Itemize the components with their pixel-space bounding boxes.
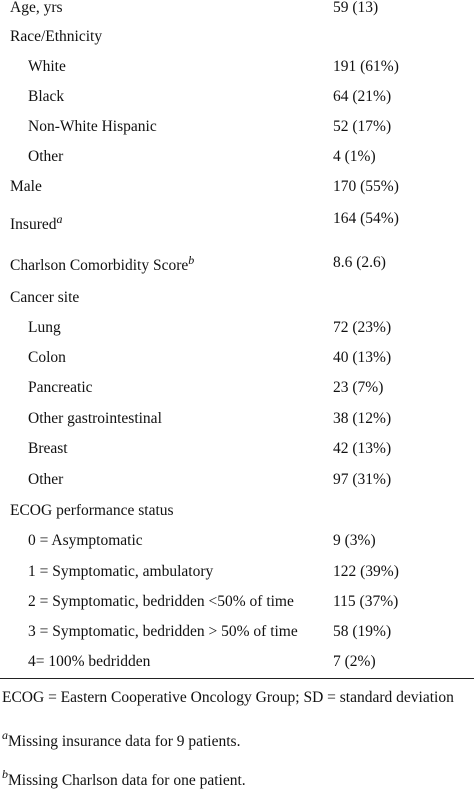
footnote-abbreviations: ECOG = Eastern Cooperative Oncology Group; SD = standard deviation [2,689,454,706]
row-value: 170 (55%) [333,178,399,195]
row-label: Breast [28,440,68,457]
footnote-mark-b: b [188,253,195,267]
row-label: Non-White Hispanic [28,118,157,135]
row-label [10,212,63,234]
table-row [0,532,474,562]
table-row [0,0,474,29]
row-value: 164 (54%) [333,210,399,227]
footnote-mark-a: a [56,212,63,226]
footnote-a-text: Missing insurance data for 9 patients. [8,733,241,750]
row-value: 72 (23%) [333,319,392,336]
row-value: 23 (7%) [333,379,384,396]
footnote-b-text: Missing Charlson data for one patient. [8,772,246,789]
table-row [0,593,474,623]
row-label: White [28,58,66,75]
table-row [0,410,474,440]
row-label: Lung [28,319,61,336]
table-row [0,471,474,501]
row-value: 42 (13%) [333,440,392,457]
section-heading: Cancer site [10,289,80,306]
table-row [0,502,474,532]
footnote-a-mark: a [2,728,8,742]
row-value: 122 (39%) [333,563,399,580]
row-value: 58 (19%) [333,623,392,640]
footnote-b [2,767,246,790]
row-label: 3 = Symptomatic, bedridden > 50% of time [28,623,298,640]
table-row [0,563,474,593]
table-row [0,349,474,379]
table-row [0,118,474,148]
row-label: Pancreatic [28,379,93,396]
row-label: Other [28,471,64,488]
row-value: 97 (31%) [333,471,392,488]
row-value: 191 (61%) [333,58,399,75]
table-row [0,58,474,88]
table-row [0,178,474,208]
row-label: Colon [28,349,66,366]
table-row [0,440,474,470]
row-value: 8.6 (2.6) [333,254,386,271]
table-row [0,379,474,409]
table-row [0,289,474,319]
row-value: 59 (13) [333,0,379,16]
row-value: 115 (37%) [333,593,399,610]
footnote-b-mark: b [2,767,8,781]
row-label: 2 = Symptomatic, bedridden <50% of time [28,593,294,610]
table-row [0,319,474,349]
row-value: 64 (21%) [333,88,392,105]
table-row [0,88,474,118]
section-heading: Race/Ethnicity [10,28,103,45]
row-label: Other [28,148,64,165]
footnote-a [2,728,241,751]
row-label-text: Charlson Comorbidity Score [10,257,189,274]
row-label: 1 = Symptomatic, ambulatory [28,563,214,580]
table-row [0,28,474,58]
table-row [0,148,474,178]
row-value: 40 (13%) [333,349,392,366]
row-label: Male [10,178,42,195]
row-label: 4= 100% bedridden [28,653,151,670]
row-value: 9 (3%) [333,532,376,549]
row-value: 4 (1%) [333,148,376,165]
row-label: 0 = Asymptomatic [28,532,143,549]
row-value: 7 (2%) [333,653,376,670]
table-bottom-rule [0,678,474,679]
row-value: 52 (17%) [333,118,392,135]
table-row [0,623,474,653]
section-heading: ECOG performance status [10,502,174,519]
table-row [0,210,474,246]
row-label: Age, yrs [10,0,63,16]
row-label: Black [28,88,65,105]
row-label: Other gastrointestinal [28,410,162,427]
row-label [10,253,195,275]
table-row [0,253,474,287]
row-label-text: Insured [10,216,57,233]
row-value: 38 (12%) [333,410,392,427]
